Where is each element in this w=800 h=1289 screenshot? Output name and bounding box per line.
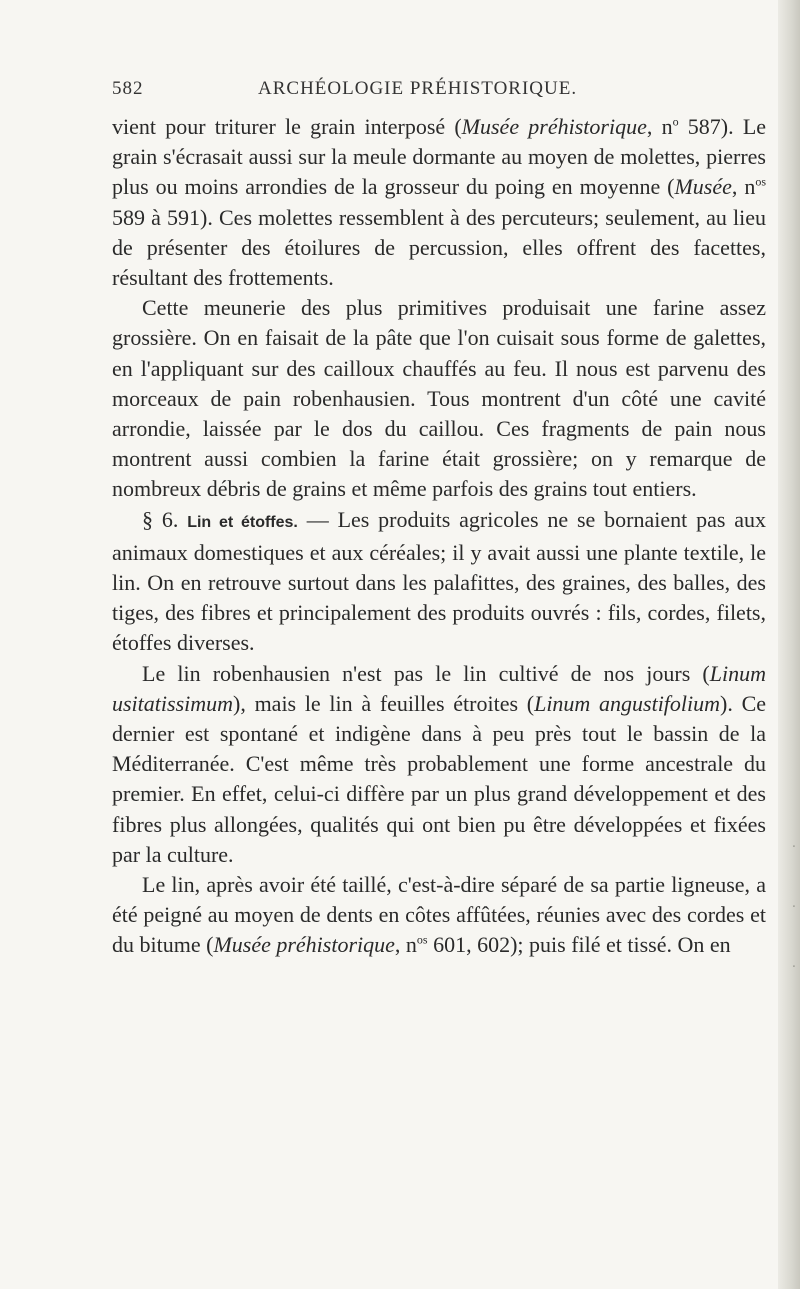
text-run: 587). Le grain s'écrasait aussi sur la meule dormante au moyen de molettes, pierres plus ou moins arrondies de la grosseur du poing en moyenne (	[112, 114, 767, 200]
paragraph	[112, 112, 766, 293]
page-edge	[778, 0, 800, 1289]
edge-mark: ·	[791, 900, 796, 915]
text-run: 601, 602); puis filé et tissé. On en	[427, 932, 731, 958]
italic-run: Musée préhistorique	[213, 932, 395, 958]
text-run: Le lin robenhausien n'est pas le lin cultivé de nos jours (	[142, 660, 710, 686]
italic-run: Musée préhistorique	[461, 114, 647, 139]
section-heading: Lin et étoffes.	[187, 513, 298, 531]
text-run: , n	[731, 174, 756, 200]
text-run: § 6.	[142, 506, 188, 532]
text-run: , n	[646, 114, 673, 139]
paragraph	[112, 293, 766, 504]
running-title: ARCHÉOLOGIE PRÉHISTORIQUE.	[258, 78, 578, 99]
paragraph	[112, 870, 766, 961]
body-text	[112, 112, 766, 961]
text-run: , n	[394, 932, 417, 958]
paragraph	[112, 659, 766, 870]
italic-run: Musée	[674, 174, 732, 200]
superscript: os	[755, 175, 766, 190]
edge-mark: ·	[791, 840, 796, 855]
paragraph	[112, 505, 766, 659]
text-run: vient pour triturer le grain interposé (	[112, 114, 462, 139]
text-run: — Les produits agricoles ne se bornaient pas aux animaux domestiques et aux céréales; il y avait aussi une plante textile, le lin. On en retrouve surtout dans les palafittes, des graines, des balles, des tiges, des fibres et principalement des produits ouvrés : fils, cordes, filets, étoffes diverses.	[112, 506, 767, 656]
text-run: Cette meunerie des plus primitives produisait une farine assez grossière. On en faisait de la pâte que l'on cuisait sous forme de galettes, en l'appliquant sur des cailloux chauffés au feu. Il nous est parvenu des morceaux de pain robenhausien. Tous montrent d'un côté une cavité arrondie, laissée par le dos du caillou. Ces fragments de pain nous montrent aussi combien la farine était grossière; on y remarque de nombreux débris de grains et même parfois des grains tout entiers.	[112, 295, 766, 502]
text-run: ). Ce dernier est spontané et indigène dans à peu près tout le bassin de la Méditerranée. C'est même très probablement une forme ancestrale du premier. En effet, celui-ci diffère par un plus grand développement et des fibres plus allongées, qualités qui ont bien pu être développées et fixées par la culture.	[112, 690, 767, 867]
italic-run: Linum usitatissimum	[112, 660, 766, 716]
superscript: o	[672, 114, 679, 129]
superscript: os	[416, 933, 428, 948]
text-run: Le lin, après avoir été taillé, c'est-à-dire séparé de sa partie ligneuse, a été peigné au moyen de dents en côtes affûtées, réunies avec des cordes et du bitume (	[112, 872, 766, 958]
italic-run: Linum angustifolium	[534, 690, 721, 716]
page-number: 582	[112, 78, 144, 99]
text-run: ), mais le lin à feuilles étroites (	[233, 690, 535, 716]
page-header	[112, 78, 754, 108]
text-run: 589 à 591). Ces molettes ressemblent à des percuteurs; seulement, au lieu de présenter des étoilures de percussion, elles offrent des facettes, résultant des frottements.	[112, 204, 766, 291]
edge-mark: ·	[791, 960, 796, 975]
